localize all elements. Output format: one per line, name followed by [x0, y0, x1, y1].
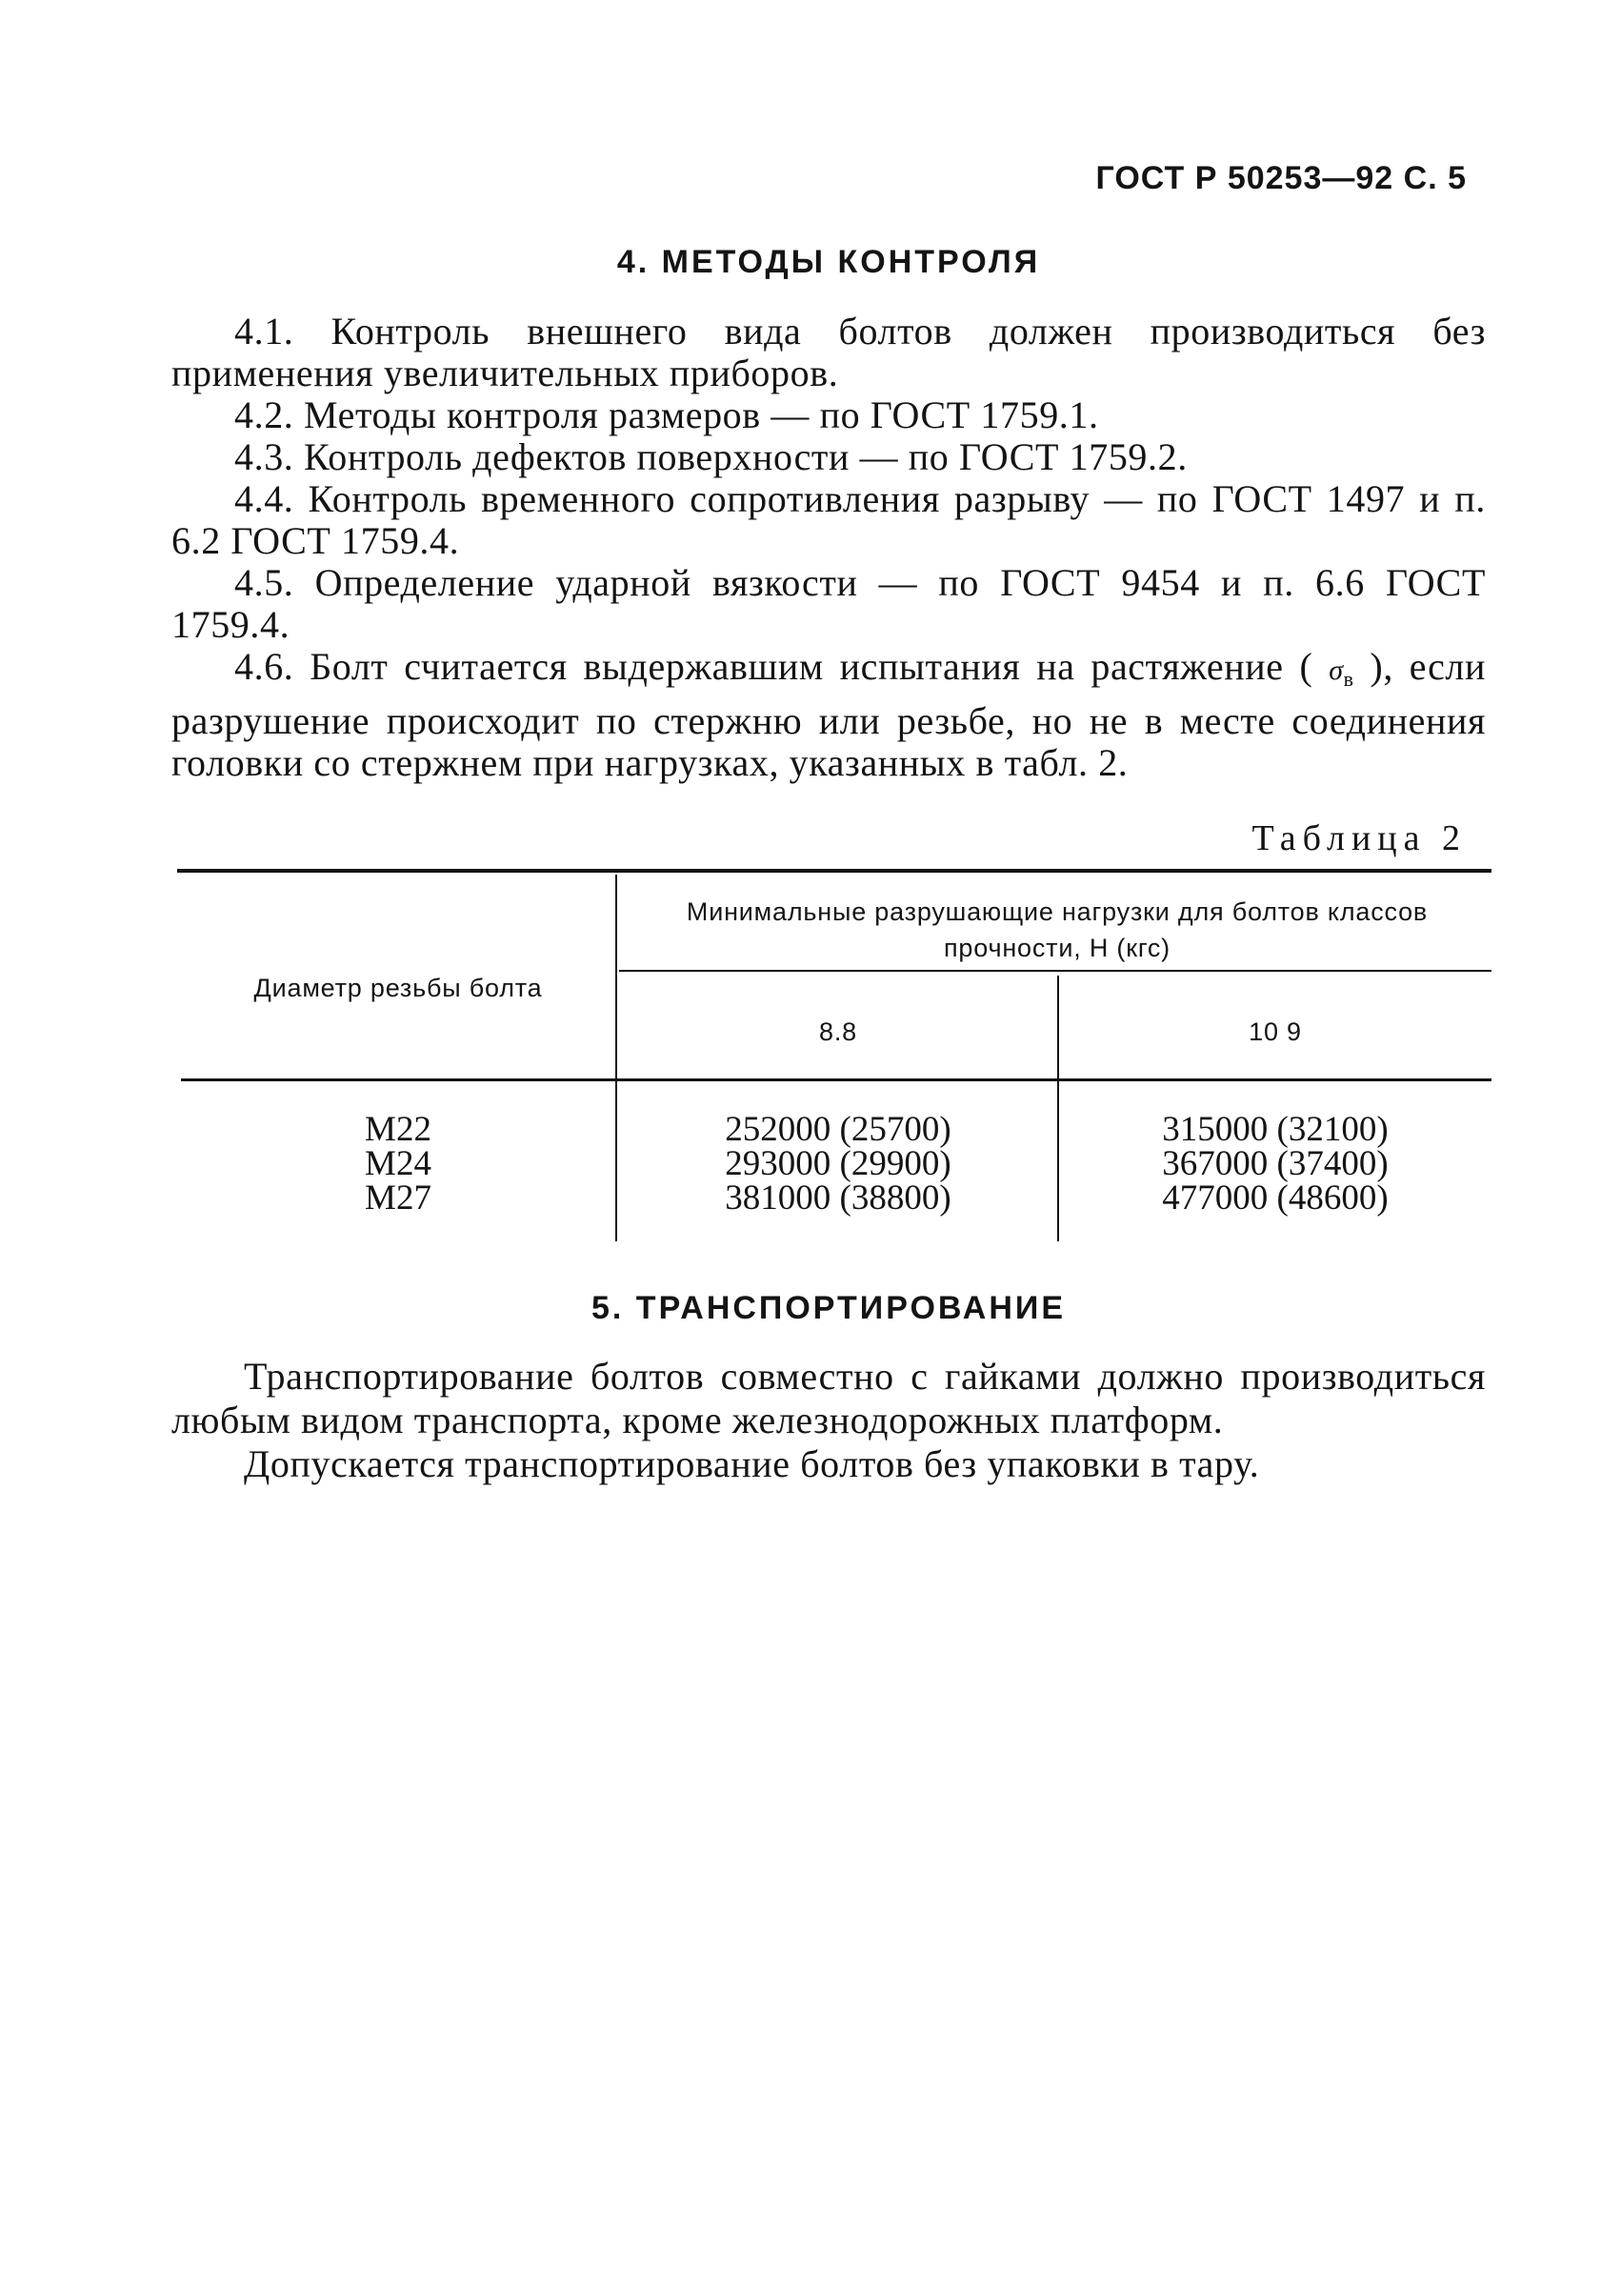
paragraph-4-6-end: ), если разрушение происходит по стержню или резьбе, но не в месте соединения головки со стержнем при нагрузках, указанных в табл. 2. [171, 645, 1486, 784]
table-column-class-10-9 [1059, 1110, 1491, 1218]
paragraph-4-2: 4.2. Методы контроля размеров — по ГОСТ 1759.1. [234, 393, 1099, 436]
table-cell-8-8-m22: 252000 (25700) [725, 1110, 951, 1149]
paragraph-5-1: Транспортирование болтов совместно с гайками должно производиться любым видом транспорта, кроме железнодорожных платформ. [171, 1355, 1486, 1441]
table-cell-8-8-m27: 381000 (38800) [725, 1178, 951, 1218]
table-cell-diameter-m24: M24 [365, 1144, 431, 1183]
paragraph-5-2: Допускается транспортирование болтов без упаковки в тару. [244, 1442, 1260, 1485]
table-caption: Таблица 2 [1251, 818, 1467, 858]
sigma-letter: σ [1329, 655, 1344, 686]
paragraph-4-3: 4.3. Контроль дефектов поверхности — по ГОСТ 1759.2. [234, 435, 1188, 478]
table-header-class-10-9: 10 9 [1249, 1017, 1302, 1046]
paragraph-4-5: 4.5. Определение ударной вязкости — по ГОСТ 9454 и п. 6.6 ГОСТ 1759.4. [171, 561, 1486, 646]
table-cell-10-9-m27: 477000 (48600) [1162, 1178, 1389, 1218]
table-subheader-rule [619, 970, 1491, 972]
table-header-class-8-8: 8.8 [819, 1017, 857, 1046]
table-cell-diameter-m27: M27 [365, 1178, 431, 1218]
table-cell-10-9-m22: 315000 (32100) [1162, 1110, 1389, 1149]
table-top-rule [177, 869, 1491, 873]
section-4-body [171, 311, 1486, 784]
sigma-symbol [1329, 655, 1354, 691]
section-4-title: 4. МЕТОДЫ КОНТРОЛЯ [616, 244, 1041, 280]
table-column-class-8-8 [619, 1110, 1057, 1218]
paragraph-4-4: 4.4. Контроль временного сопротивления разрыву — по ГОСТ 1497 и п. 6.2 ГОСТ 1759.4. [171, 477, 1486, 562]
paragraph-4-6-start: 4.6. Болт считается выдержавшим испытания на растяжение ( [234, 645, 1313, 688]
section-5-body [171, 1355, 1486, 1486]
paragraph-4-1: 4.1. Контроль внешнего вида болтов должен производиться без применения увеличительных приборов. [171, 310, 1486, 394]
page-header: ГОСТ Р 50253—92 С. 5 [1095, 160, 1467, 196]
sigma-subscript: в [1343, 667, 1354, 691]
table-vertical-rule-1 [615, 875, 617, 1241]
table-header-diameter: Диаметр резьбы болта [253, 974, 543, 1002]
table-cell-10-9-m24: 367000 (37400) [1162, 1144, 1389, 1183]
table-header-bottom-rule [181, 1078, 1491, 1081]
section-5-title: 5. ТРАНСПОРТИРОВАНИЕ [591, 1290, 1066, 1326]
table-cell-8-8-m24: 293000 (29900) [725, 1144, 951, 1183]
table-column-diameter [181, 1110, 615, 1218]
paragraph-4-6 [171, 646, 1486, 784]
table-cell-diameter-m22: M22 [365, 1110, 431, 1149]
table-header-group: Минимальные разрушающие нагрузки для болтов классов прочности, Н (кгс) [686, 897, 1429, 962]
